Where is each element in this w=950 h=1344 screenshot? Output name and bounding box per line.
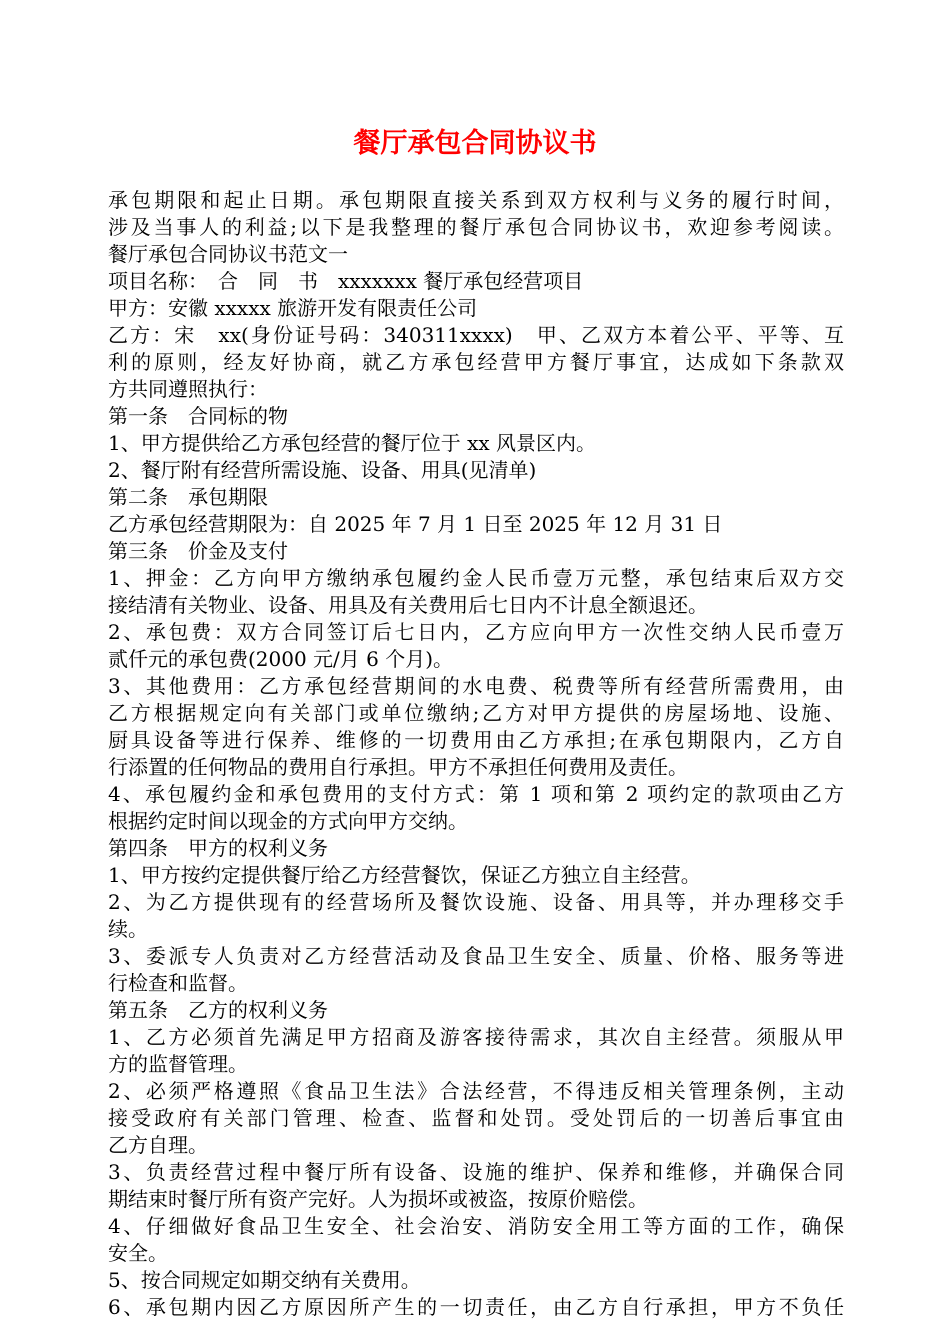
document-line: 甲方：安徽 xxxxx 旅游开发有限责任公司 xyxy=(108,296,478,320)
document-line: 乙方根据规定向有关部门或单位缴纳;乙方对甲方提供的房屋场地、设施、 xyxy=(108,701,844,725)
document-line: 5、按合同规定如期交纳有关费用。 xyxy=(108,1268,421,1292)
document-line: 方共同遵照执行： xyxy=(108,377,268,401)
document-line: 期结束时餐厅所有资产完好。人为损坏或被盗，按原价赔偿。 xyxy=(108,1187,648,1211)
document-line: 乙方：宋 xx(身份证号码：340311xxxx) 甲、乙双方本着公平、平等、互 xyxy=(108,323,844,347)
document-line: 4、仔细做好食品卫生安全、社会治安、消防安全用工等方面的工作，确保 xyxy=(108,1214,844,1238)
document-line: 根据约定时间以现金的方式向甲方交纳。 xyxy=(108,809,468,833)
document-line: 安全。 xyxy=(108,1241,168,1265)
document-line: 乙方承包经营期限为：自 2025 年 7 月 1 日至 2025 年 12 月 31 日 xyxy=(108,512,723,536)
document-line: 承包期限和起止日期。承包期限直接关系到双方权利与义务的履行时间， xyxy=(108,188,844,212)
document-line: 3、其他费用：乙方承包经营期间的水电费、税费等所有经营所需费用，由 xyxy=(108,674,844,698)
document-line: 1、乙方必须首先满足甲方招商及游客接待需求，其次自主经营。须服从甲 xyxy=(108,1025,844,1049)
document-line: 2、为乙方提供现有的经营场所及餐饮设施、设备、用具等，并办理移交手 xyxy=(108,890,844,914)
document-line: 餐厅承包合同协议书范文一 xyxy=(108,242,348,266)
document-line: 第二条 承包期限 xyxy=(108,485,268,509)
document-line: 续。 xyxy=(108,917,148,941)
document-line: 第五条 乙方的权利义务 xyxy=(108,998,328,1022)
document-line: 第四条 甲方的权利义务 xyxy=(108,836,328,860)
document-body xyxy=(108,187,844,1321)
document-line: 6、承包期内因乙方原因所产生的一切责任，由乙方自行承担，甲方不负任 xyxy=(108,1295,844,1319)
document-line: 2、承包费：双方合同签订后七日内，乙方应向甲方一次性交纳人民币壹万 xyxy=(108,620,844,644)
document-title: 餐厅承包合同协议书 xyxy=(353,128,597,159)
document-line: 接受政府有关部门管理、检查、监督和处罚。受处罚后的一切善后事宜由 xyxy=(108,1106,844,1130)
document-line: 项目名称： 合 同 书 xxxxxxx 餐厅承包经营项目 xyxy=(108,269,584,293)
document-line: 3、负责经营过程中餐厅所有设备、设施的维护、保养和维修，并确保合同 xyxy=(108,1160,844,1184)
document-line: 2、餐厅附有经营所需设施、设备、用具(见清单) xyxy=(108,458,537,482)
document-line: 1、甲方按约定提供餐厅给乙方经营餐饮，保证乙方独立自主经营。 xyxy=(108,863,701,887)
document-line: 接结清有关物业、设备、用具及有关费用后七日内不计息全额退还。 xyxy=(108,593,708,617)
document-line: 1、押金：乙方向甲方缴纳承包履约金人民币壹万元整，承包结束后双方交 xyxy=(108,566,844,590)
document-line: 贰仟元的承包费(2000 元/月 6 个月)。 xyxy=(108,647,454,671)
document-line: 2、必须严格遵照《食品卫生法》合法经营，不得违反相关管理条例，主动 xyxy=(108,1079,844,1103)
document-line: 方的监督管理。 xyxy=(108,1052,248,1076)
document-line: 第三条 价金及支付 xyxy=(108,539,288,563)
document-line: 行添置的任何物品的费用自行承担。甲方不承担任何费用及责任。 xyxy=(108,755,688,779)
document-line: 涉及当事人的利益;以下是我整理的餐厅承包合同协议书，欢迎参考阅读。 xyxy=(108,215,844,239)
document-line: 厨具设备等进行保养、维修的一切费用由乙方承担;在承包期限内，乙方自 xyxy=(108,728,844,752)
document-line: 第一条 合同标的物 xyxy=(108,404,288,428)
document-line: 利的原则，经友好协商，就乙方承包经营甲方餐厅事宜，达成如下条款双 xyxy=(108,350,844,374)
document-line: 1、甲方提供给乙方承包经营的餐厅位于 xx 风景区内。 xyxy=(108,431,596,455)
document-line: 4、承包履约金和承包费用的支付方式：第 1 项和第 2 项约定的款项由乙方 xyxy=(108,782,844,806)
document-line: 3、委派专人负责对乙方经营活动及食品卫生安全、质量、价格、服务等进 xyxy=(108,944,844,968)
document-line: 乙方自理。 xyxy=(108,1133,208,1157)
document-line: 行检查和监督。 xyxy=(108,971,248,995)
